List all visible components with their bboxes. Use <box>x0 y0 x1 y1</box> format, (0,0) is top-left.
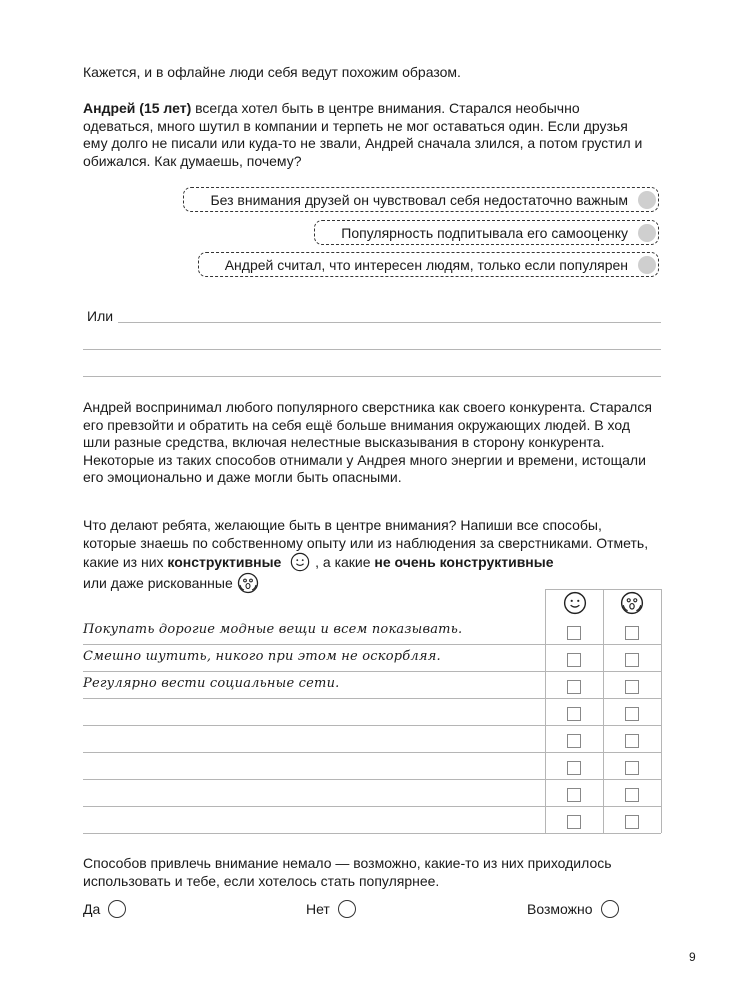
scared-face-icon <box>620 591 644 615</box>
answer-yes-label: Да <box>83 901 101 917</box>
constructive-checkbox[interactable] <box>567 707 581 721</box>
write-in-line[interactable] <box>83 376 661 377</box>
constructive-checkbox[interactable] <box>567 626 581 640</box>
table-row[interactable] <box>83 752 661 780</box>
answer-option-1[interactable] <box>183 187 659 212</box>
write-in-line[interactable] <box>83 349 661 350</box>
constructive-checkbox[interactable] <box>567 761 581 775</box>
answer-no-label: Нет <box>306 901 330 917</box>
paragraph-competition: Андрей воспринимал любого популярного сверстника как своего конкурента. Старался его превзойти и обратить на себя ещё больше внимания окружающих людей. В ход шли разные средства, включая нелестные высказывания в сторону конкурента. Некоторые из таких способов отнимали у Андрея много энергии и времени, истощали его эмоционально и даже могли быть опасными. <box>83 399 652 485</box>
method-text: Регулярно вести социальные сети. <box>83 676 340 691</box>
risky-checkbox[interactable] <box>625 653 639 667</box>
table-header-border <box>545 589 661 590</box>
radio-maybe[interactable] <box>601 900 619 918</box>
question-part3: или даже рискованные <box>83 575 233 591</box>
page-number: 9 <box>689 950 696 964</box>
table-row[interactable] <box>83 725 661 753</box>
constructive-checkbox[interactable] <box>567 680 581 694</box>
story-name: Андрей (15 лет) <box>83 100 192 116</box>
answer-option-label: Популярность подпитывала его самооценку <box>341 224 628 241</box>
answer-no[interactable] <box>306 900 356 918</box>
constructive-checkbox[interactable] <box>567 734 581 748</box>
option-marker-icon <box>638 191 656 209</box>
table-row[interactable] <box>83 779 661 807</box>
table-row[interactable] <box>83 671 661 699</box>
or-label: Или <box>87 308 114 324</box>
closing-text: Способов привлечь внимание немало — возможно, какие-то из них приходилось использовать и тебе, если хотелось стать популярнее. <box>83 855 612 889</box>
option-marker-icon <box>638 224 656 242</box>
intro-text: Кажется, и в офлайне люди себя ведут похожим образом. <box>83 64 461 80</box>
question-text <box>83 517 658 594</box>
answer-option-label: Андрей считал, что интересен людям, только если популярен <box>224 256 628 273</box>
method-text: Смешно шутить, никого при этом не оскорбляя. <box>83 649 441 664</box>
answer-yes[interactable] <box>83 900 126 918</box>
story-body: всегда хотел быть в центре внимания. Старался необычно одеваться, много шутил в компании и терпеть не мог оставаться один. Если друзья ему долго не писали или куда-то не звали, Андрей сначала злился, а потом грустил и обижался. Как думаешь, почему? <box>83 100 643 169</box>
smiling-face-icon <box>563 591 587 615</box>
question-bold-nonconstructive: не очень конструктивные <box>374 554 554 570</box>
constructive-checkbox[interactable] <box>567 788 581 802</box>
risky-checkbox[interactable] <box>625 626 639 640</box>
table-row[interactable] <box>83 617 661 645</box>
question-part1: Что делают ребята, желающие быть в центре внимания? Напиши все способы, которые знаешь по собственному опыту или из наблюдения за сверстниками. Отметь, какие из них <box>83 517 649 570</box>
answer-maybe[interactable] <box>527 900 619 918</box>
constructive-checkbox[interactable] <box>567 815 581 829</box>
scared-face-icon <box>237 572 259 594</box>
radio-yes[interactable] <box>108 900 126 918</box>
radio-no[interactable] <box>338 900 356 918</box>
answer-option-label: Без внимания друзей он чувствовал себя недостаточно важным <box>210 191 628 208</box>
answer-option-3[interactable] <box>198 252 659 277</box>
constructive-checkbox[interactable] <box>567 653 581 667</box>
risky-checkbox[interactable] <box>625 788 639 802</box>
risky-checkbox[interactable] <box>625 707 639 721</box>
smiling-face-icon <box>289 552 311 572</box>
story-text <box>83 100 643 170</box>
answer-maybe-label: Возможно <box>527 901 593 917</box>
table-divider <box>661 589 662 833</box>
answer-option-2[interactable] <box>314 220 659 245</box>
write-in-line[interactable] <box>118 322 661 323</box>
table-row[interactable] <box>83 698 661 726</box>
option-marker-icon <box>638 256 656 274</box>
risky-checkbox[interactable] <box>625 680 639 694</box>
table-row[interactable] <box>83 644 661 672</box>
question-part2: , а какие <box>311 554 375 570</box>
risky-checkbox[interactable] <box>625 761 639 775</box>
method-text: Покупать дорогие модные вещи и всем показывать. <box>83 622 463 637</box>
table-row[interactable] <box>83 806 661 834</box>
risky-checkbox[interactable] <box>625 815 639 829</box>
risky-checkbox[interactable] <box>625 734 639 748</box>
question-bold-constructive: конструктивные <box>167 554 282 570</box>
